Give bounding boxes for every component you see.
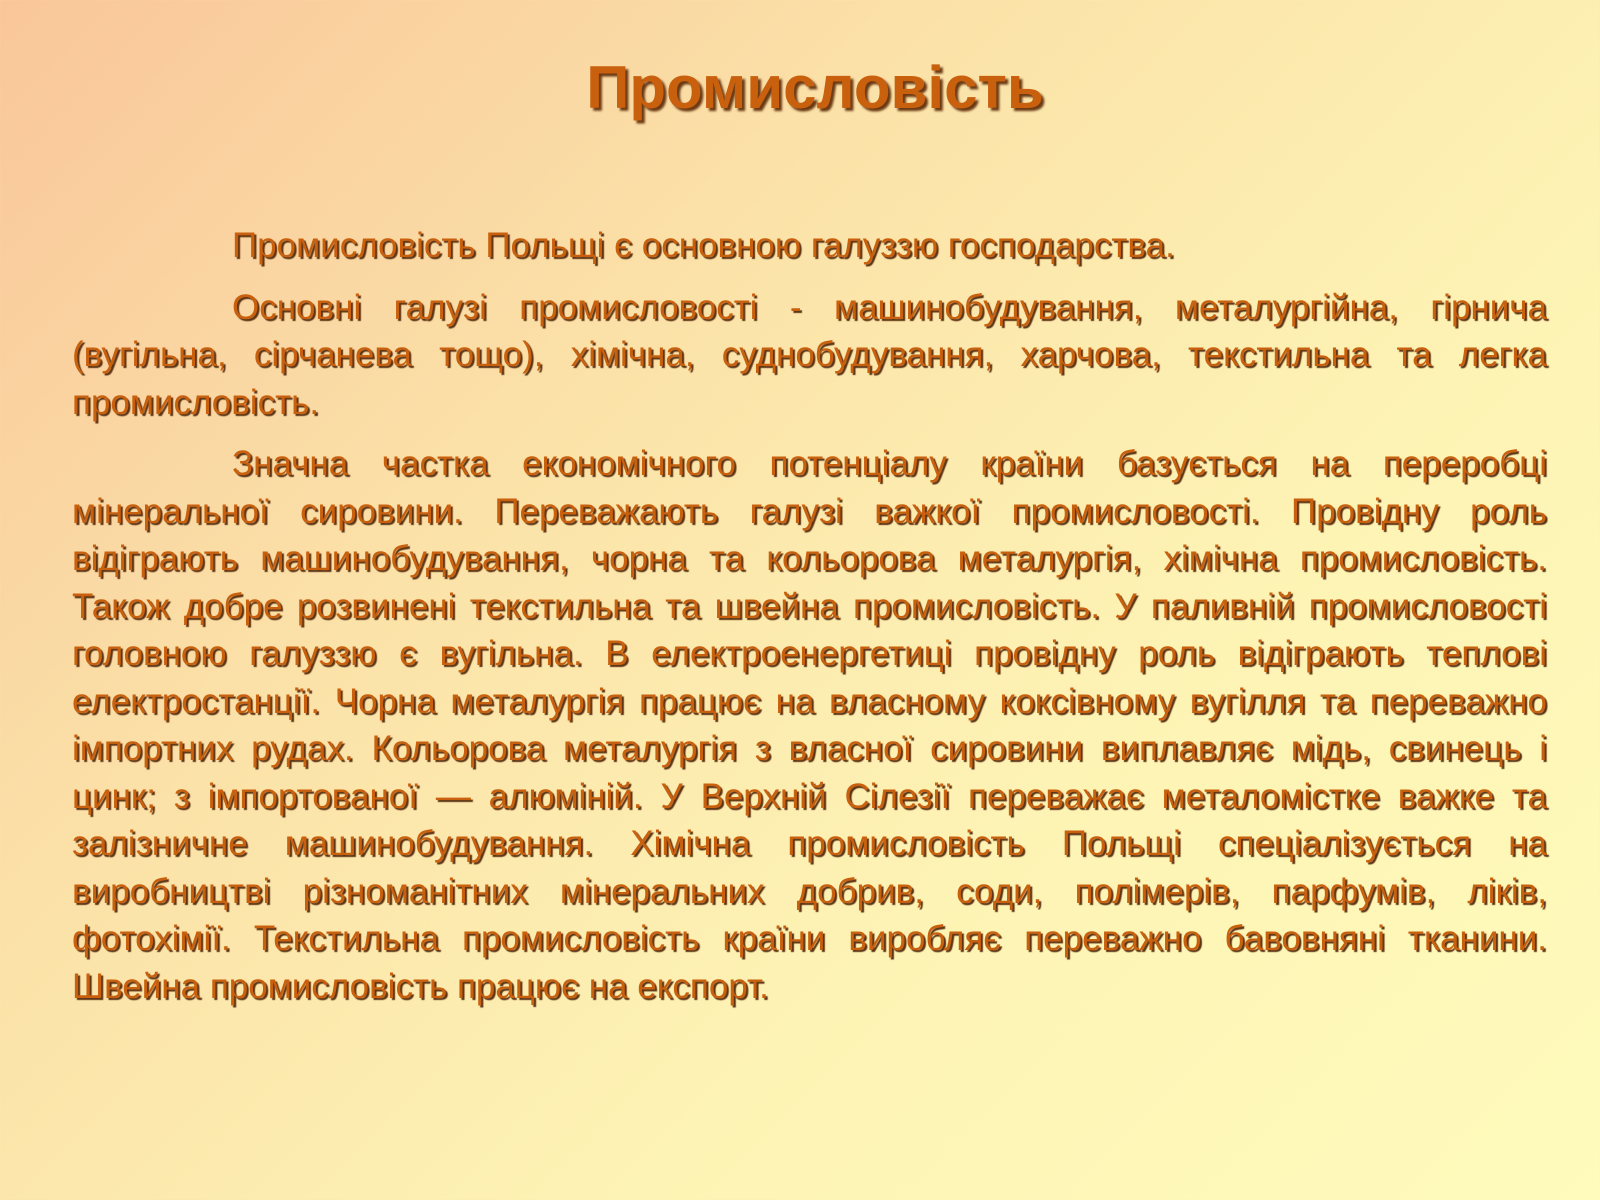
paragraph-details: Значна частка економічного потенціалу країни базується на переробці мінеральної сировини. Переважають галузі важкої промисловості. Провідну роль відіграють машинобудування, чорна та кольорова металургія, хімічна промисловість. Також добре розвинені текстильна та швейна промисловість. У паливній промисловості головною галуззю є вугільна. В електроенергетиці провідну роль відіграють теплові електростанції. Чорна металургія працює на власному коксівному вугілля та переважно імпортних рудах. Кольорова металургія з власної сировини виплавляє мідь, свинець і цинк; з імпортованої — алюміній. У Верхній Сілезії переважає металомістке важке та залізничне машинобудування. Хімічна промисловість Польщі спеціалізується на виробництві різноманітних мінеральних добрив, соди, полімерів, парфумів, ліків, фотохімії. Текстильна промисловість країни виробляє переважно бавовняні тканини. Швейна промисловість працює на експорт. [72, 444, 1547, 1006]
slide-title: Промисловість [586, 54, 1044, 121]
slide-body [72, 222, 1547, 1010]
paragraph-main-branches: Основні галузі промисловості - машинобудування, металургійна, гірнича (вугільна, сірчанева тощо), хімічна, суднобудування, харчова, текстильна та легка промисловість. [72, 287, 1547, 422]
paragraph-intro: Промисловість Польщі є основною галуззю господарства. [232, 226, 1175, 265]
